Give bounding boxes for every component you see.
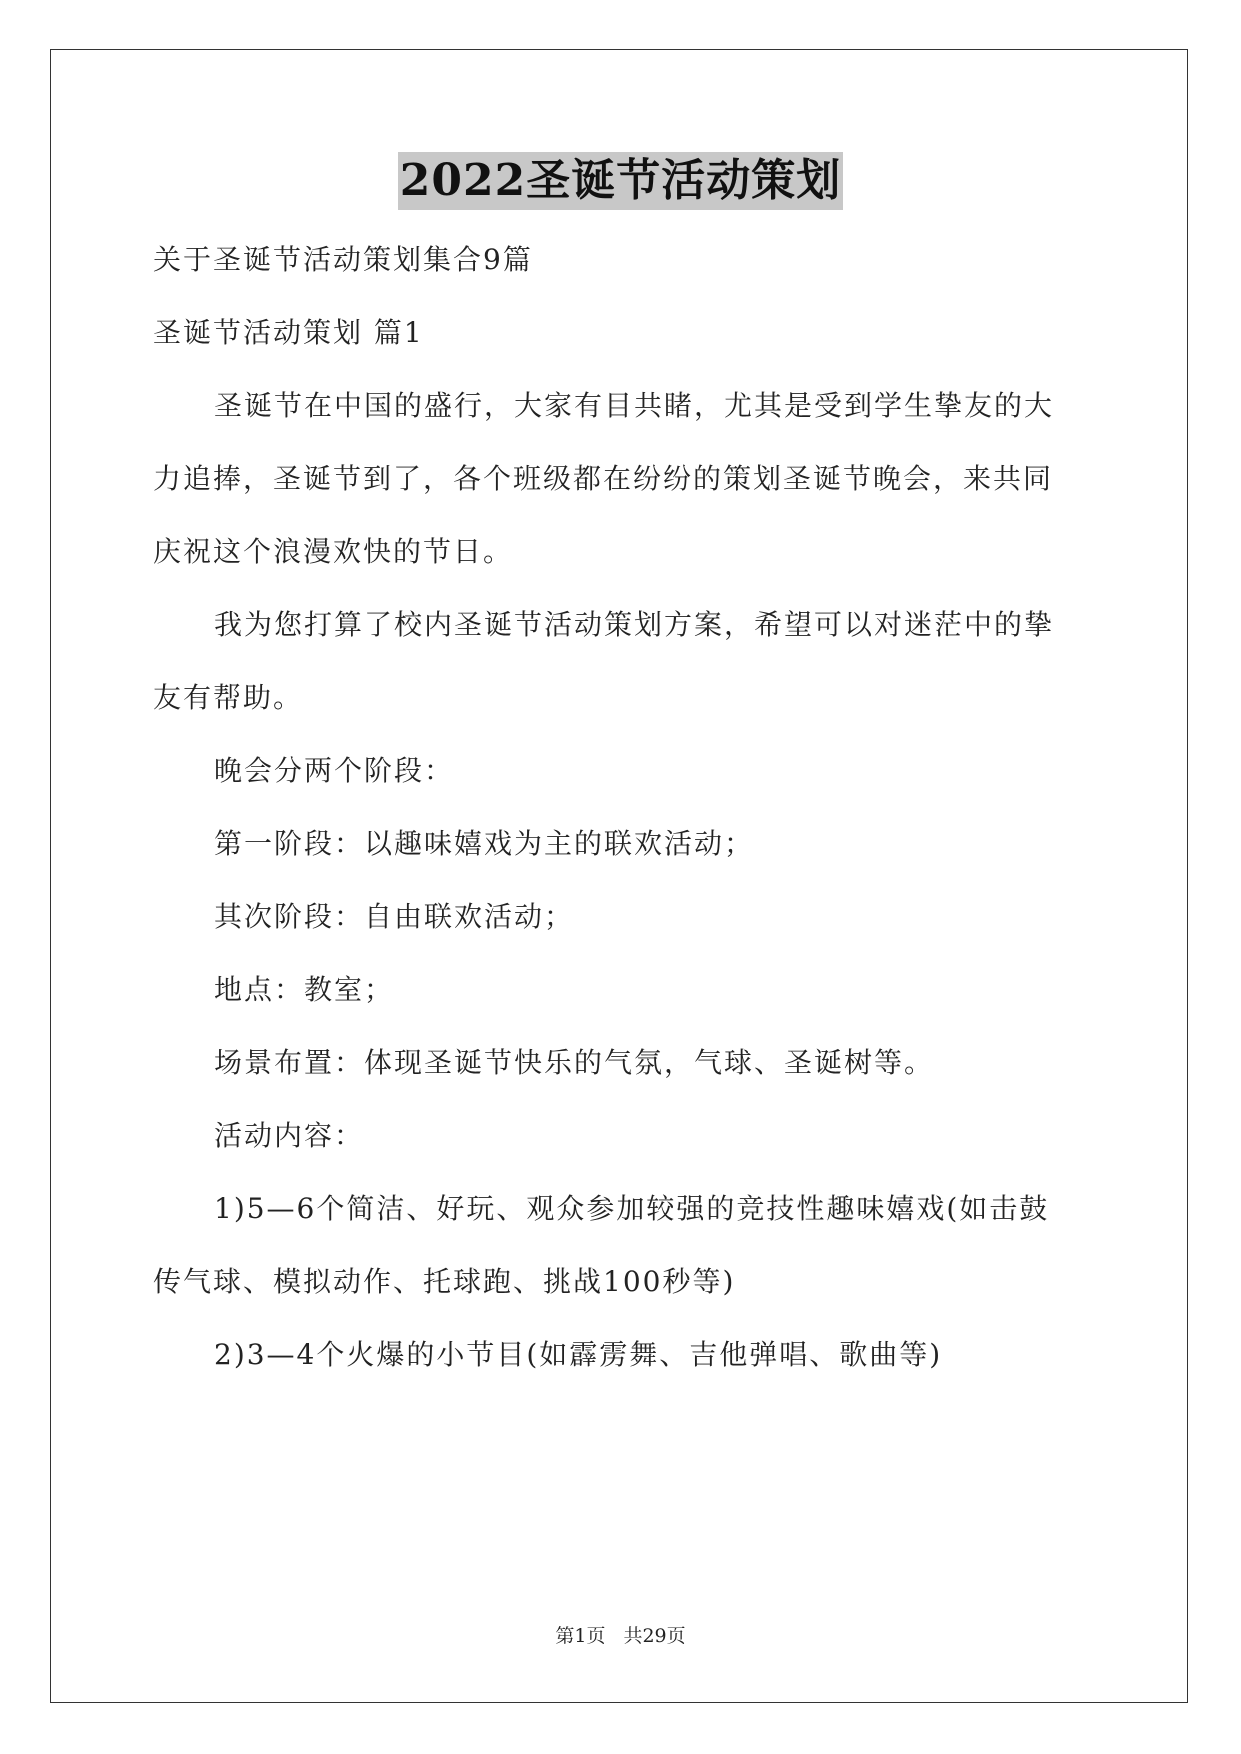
- paragraph-line: 2)3—4个火爆的小节目(如霹雳舞、吉他弹唱、歌曲等): [214, 1338, 943, 1371]
- title-container: [0, 152, 1241, 210]
- document-subtitle: 关于圣诞节活动策划集合9篇: [153, 243, 533, 276]
- paragraph-line: 1)5—6个简洁、好玩、观众参加较强的竞技性趣味嬉戏(如击鼓: [214, 1192, 1050, 1225]
- page-number: 第1页: [555, 1625, 606, 1647]
- paragraph-line: 活动内容：: [214, 1119, 365, 1152]
- paragraph-line: 圣诞节在中国的盛行，大家有目共睹，尤其是受到学生挚友的大: [214, 389, 1055, 422]
- paragraph-line: 友有帮助。: [153, 681, 304, 714]
- document-title: 2022圣诞节活动策划: [398, 152, 843, 210]
- page-border: [50, 49, 1188, 1703]
- section-heading: 圣诞节活动策划 篇1: [153, 316, 424, 349]
- paragraph-line: 我为您打算了校内圣诞节活动策划方案，希望可以对迷茫中的挚: [214, 608, 1055, 641]
- paragraph-line: 庆祝这个浪漫欢快的节日。: [153, 535, 514, 568]
- paragraph-line: 第一阶段：以趣味嬉戏为主的联欢活动；: [214, 827, 755, 860]
- paragraph-line: 地点：教室；: [214, 973, 395, 1006]
- page-total: 共29页: [623, 1625, 686, 1647]
- paragraph-line: 其次阶段：自由联欢活动；: [214, 900, 575, 933]
- paragraph-line: 晚会分两个阶段：: [214, 754, 455, 787]
- paragraph-line: 传气球、模拟动作、托球跑、挑战100秒等): [153, 1265, 736, 1298]
- paragraph-line: 力追捧，圣诞节到了，各个班级都在纷纷的策划圣诞节晚会，来共同: [153, 462, 1054, 495]
- paragraph-line: 场景布置：体现圣诞节快乐的气氛，气球、圣诞树等。: [214, 1046, 935, 1079]
- page-footer: [0, 1621, 1241, 1648]
